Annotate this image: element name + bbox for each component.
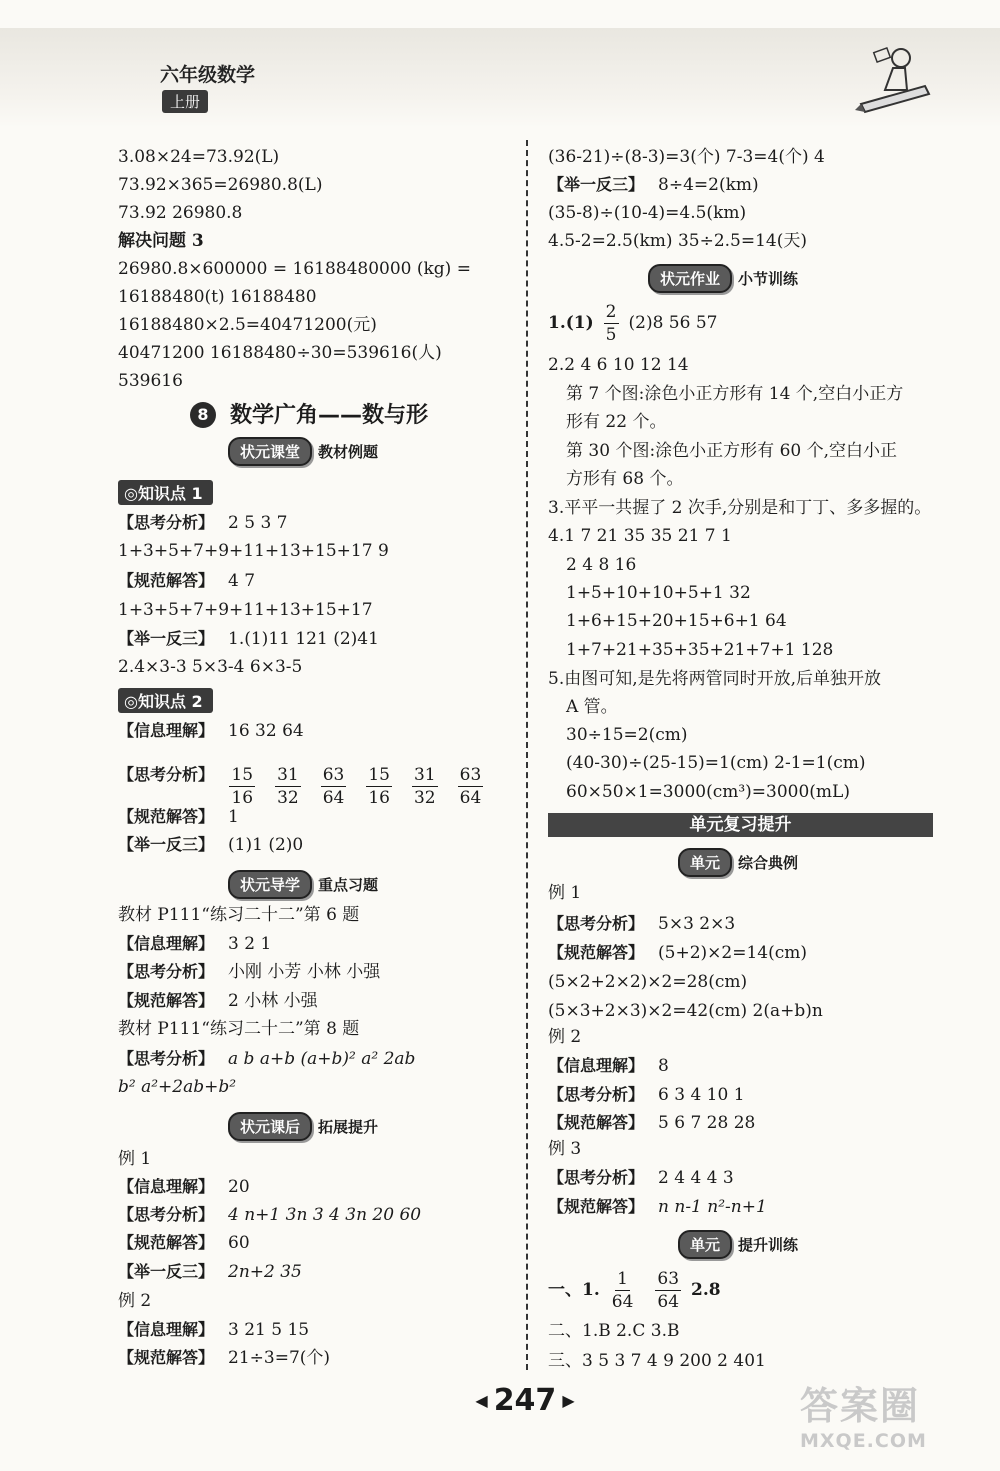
answer-row: 【规范解答】 5 6 7 28 28 — [548, 1113, 756, 1133]
text-line: 方形有 68 个。 — [566, 469, 684, 489]
answer-row: 【思考分析】 a b a+b (a+b)² a² 2ab — [118, 1049, 416, 1069]
answer-row: 【举一反三】 8÷4=2(km) — [548, 175, 759, 195]
answer-row: 【思考分析】 2 4 4 4 3 — [548, 1168, 734, 1188]
text-line: 教材 P111“练习二十二”第 8 题 — [118, 1019, 360, 1039]
unit-review-bar: 单元复习提升 — [548, 813, 933, 837]
text-line: 26980.8×600000 = 16188480000 (kg) = — [118, 259, 471, 279]
answer-row: 【规范解答】 n n-1 n²-n+1 — [548, 1197, 767, 1217]
text-line: 4.5-2=2.5(km) 35÷2.5=14(天) — [548, 231, 808, 251]
answer-row: 【规范解答】 60 — [118, 1233, 250, 1253]
fraction: $\frac{63}{64}$ — [459, 765, 482, 808]
answer-row: 【信息理解】 20 — [118, 1177, 250, 1197]
text-line: (36-21)÷(8-3)=3(个) 7-3=4(个) 4 — [548, 147, 825, 167]
banner-badge: 状元课后 — [228, 1112, 312, 1141]
answer-row: 【信息理解】 8 — [548, 1056, 669, 1076]
text-line: 16188480(t) 16188480 — [118, 287, 317, 307]
triangle-left-icon: ◀ — [475, 1390, 488, 1410]
banner-subtitle: 教材例题 — [318, 443, 379, 461]
fraction-row: 1.(1) $\frac{2}{5}$ (2)8 56 57 — [548, 302, 718, 345]
banner-badge: 状元课堂 — [228, 437, 312, 466]
text-line: 1+6+15+20+15+6+1 64 — [566, 611, 787, 631]
fraction: $\frac{15}{16}$ — [231, 765, 254, 808]
text-line: b² a²+2ab+b² — [118, 1077, 237, 1097]
section-banner — [648, 264, 798, 293]
answer-row: 【思考分析】 4 n+1 3n 3 4 3n 20 60 — [118, 1205, 422, 1225]
text-line: 教材 P111“练习二十二”第 6 题 — [118, 905, 360, 925]
text-line: (35-8)÷(10-4)=4.5(km) — [548, 203, 747, 223]
answer-row: 【思考分析】 小刚 小芳 小林 小强 — [118, 962, 381, 982]
text-line: 例 1 — [548, 883, 582, 903]
answer-row: 【举一反三】 (1)1 (2)0 — [118, 835, 304, 855]
answer-row: 【规范解答】 2 小林 小强 — [118, 991, 318, 1011]
knowledge-point-tag: ◎知识点 1 — [118, 480, 213, 505]
text-line: 第 7 个图:涂色小正方形有 14 个,空白小正方 — [566, 384, 904, 404]
section-banner — [678, 848, 798, 877]
answer-row: 【思考分析】 6 3 4 10 1 — [548, 1085, 745, 1105]
text-line: 3.平平一共握了 2 次手,分别是和丁丁、多多握的。 — [548, 498, 932, 518]
answer-row: 【思考分析】 2 5 3 7 — [118, 513, 288, 533]
banner-badge: 状元导学 — [228, 870, 312, 899]
banner-subtitle: 拓展提升 — [318, 1118, 379, 1136]
text-line: 1+3+5+7+9+11+13+15+17 9 — [118, 541, 389, 561]
text-line: 解决问题 3 — [118, 231, 204, 251]
section-number: 8 — [190, 402, 216, 428]
text-line: 73.92 26980.8 — [118, 203, 243, 223]
fraction: $\frac{63}{64}$ — [657, 1269, 680, 1312]
fraction: $\frac{2}{5}$ — [605, 302, 617, 345]
watermark: 答案圈 MXQE.COM — [800, 1384, 927, 1452]
book-volume-tag: 上册 — [162, 90, 208, 113]
fraction: $\frac{31}{32}$ — [413, 765, 436, 808]
text-line: 二、1.B 2.C 3.B — [548, 1321, 680, 1341]
text-line: 30÷15=2(cm) — [566, 725, 688, 745]
text-line: 1+7+21+35+35+21+7+1 128 — [566, 640, 834, 660]
fraction-row: 【思考分析】 $\frac{15}{16}$ $\frac{31}{32}$ $\frac{63}{64}$ $\frac{15}{16}$ $\frac{31}{32}$ $\frac{63}{64}$ — [118, 765, 482, 808]
fraction: $\frac{15}{16}$ — [368, 765, 390, 808]
text-line: 2.4×3-3 5×3-4 6×3-5 — [118, 657, 303, 677]
text-line: 1+5+10+10+5+1 32 — [566, 583, 751, 603]
text-line: 40471200 16188480÷30=539616(人) — [118, 343, 442, 363]
answer-row: 【思考分析】 5×3 2×3 — [548, 914, 736, 934]
text-line: 例 1 — [118, 1149, 152, 1169]
banner-subtitle: 重点习题 — [318, 876, 379, 894]
banner-badge: 单元 — [678, 1230, 732, 1259]
column-divider — [526, 140, 528, 1370]
banner-subtitle: 小节训练 — [738, 270, 799, 288]
text-line: 3.08×24=73.92(L) — [118, 147, 280, 167]
answer-row: 【举一反三】 1.(1)11 121 (2)41 — [118, 629, 379, 649]
text-line: 2 4 8 16 — [566, 555, 637, 575]
banner-badge: 状元作业 — [648, 264, 732, 293]
section-banner — [678, 1230, 798, 1259]
section-banner — [228, 870, 378, 899]
triangle-right-icon: ▶ — [562, 1390, 575, 1410]
text-line: 73.92×365=26980.8(L) — [118, 175, 323, 195]
text-line: 1+3+5+7+9+11+13+15+17 — [118, 600, 373, 620]
text-line: 三、3 5 3 7 4 9 200 2 401 — [548, 1351, 766, 1371]
banner-subtitle: 提升训练 — [738, 1236, 799, 1254]
answer-row: 【举一反三】 2n+2 35 — [118, 1262, 302, 1282]
answer-row: 【规范解答】 (5+2)×2=14(cm) — [548, 943, 807, 963]
knowledge-point-tag: ◎知识点 2 — [118, 688, 213, 713]
text-line: A 管。 — [566, 697, 618, 717]
fraction: $\frac{63}{64}$ — [322, 765, 345, 808]
section-banner — [228, 1112, 378, 1141]
answer-row: 【规范解答】 4 7 — [118, 571, 256, 591]
text-line: (40-30)÷(25-15)=1(cm) 2-1=1(cm) — [566, 753, 866, 773]
answer-row: 【规范解答】 21÷3=7(个) — [118, 1348, 331, 1368]
text-line: 例 2 — [118, 1291, 152, 1311]
text-line: 第 30 个图:涂色小正方形有 60 个,空白小正 — [566, 441, 898, 461]
answer-row: 【信息理解】 3 21 5 15 — [118, 1320, 310, 1340]
section-banner — [228, 437, 378, 466]
banner-badge: 单元 — [678, 848, 732, 877]
text-line: 60×50×1=3000(cm³)=3000(mL) — [566, 782, 850, 802]
fraction-row: 一、1. $\frac{1}{64}$ $\frac{63}{64}$ 2.8 — [548, 1269, 721, 1312]
fraction: $\frac{1}{64}$ — [611, 1269, 634, 1312]
text-line: 539616 — [118, 371, 183, 391]
answer-row: 【信息理解】 16 32 64 — [118, 721, 304, 741]
text-line: 2.2 4 6 10 12 14 — [548, 355, 689, 375]
text-line: 4.1 7 21 35 35 21 7 1 — [548, 526, 732, 546]
answer-row: 【信息理解】 3 2 1 — [118, 934, 272, 954]
section-title: 8 数学广角——数与形 — [190, 398, 428, 429]
answer-row: 【规范解答】 1 — [118, 807, 239, 827]
text-line: 例 2 — [548, 1027, 582, 1047]
text-line: (5×3+2×3)×2=42(cm) 2(a+b)n — [548, 1001, 823, 1021]
fraction: $\frac{31}{32}$ — [277, 765, 299, 808]
page-number: ◀ 247 ▶ — [475, 1382, 575, 1418]
text-line: 16188480×2.5=40471200(元) — [118, 315, 377, 335]
banner-subtitle: 综合典例 — [738, 854, 799, 872]
reading-child-icon — [855, 42, 935, 122]
text-line: 5.由图可知,是先将两管同时开放,后单独开放 — [548, 669, 882, 689]
header-band — [0, 28, 1000, 128]
text-line: 例 3 — [548, 1139, 582, 1159]
text-line: (5×2+2×2)×2=28(cm) — [548, 972, 748, 992]
text-line: 形有 22 个。 — [566, 412, 667, 432]
book-grade-title: 六年级数学 — [160, 64, 256, 86]
